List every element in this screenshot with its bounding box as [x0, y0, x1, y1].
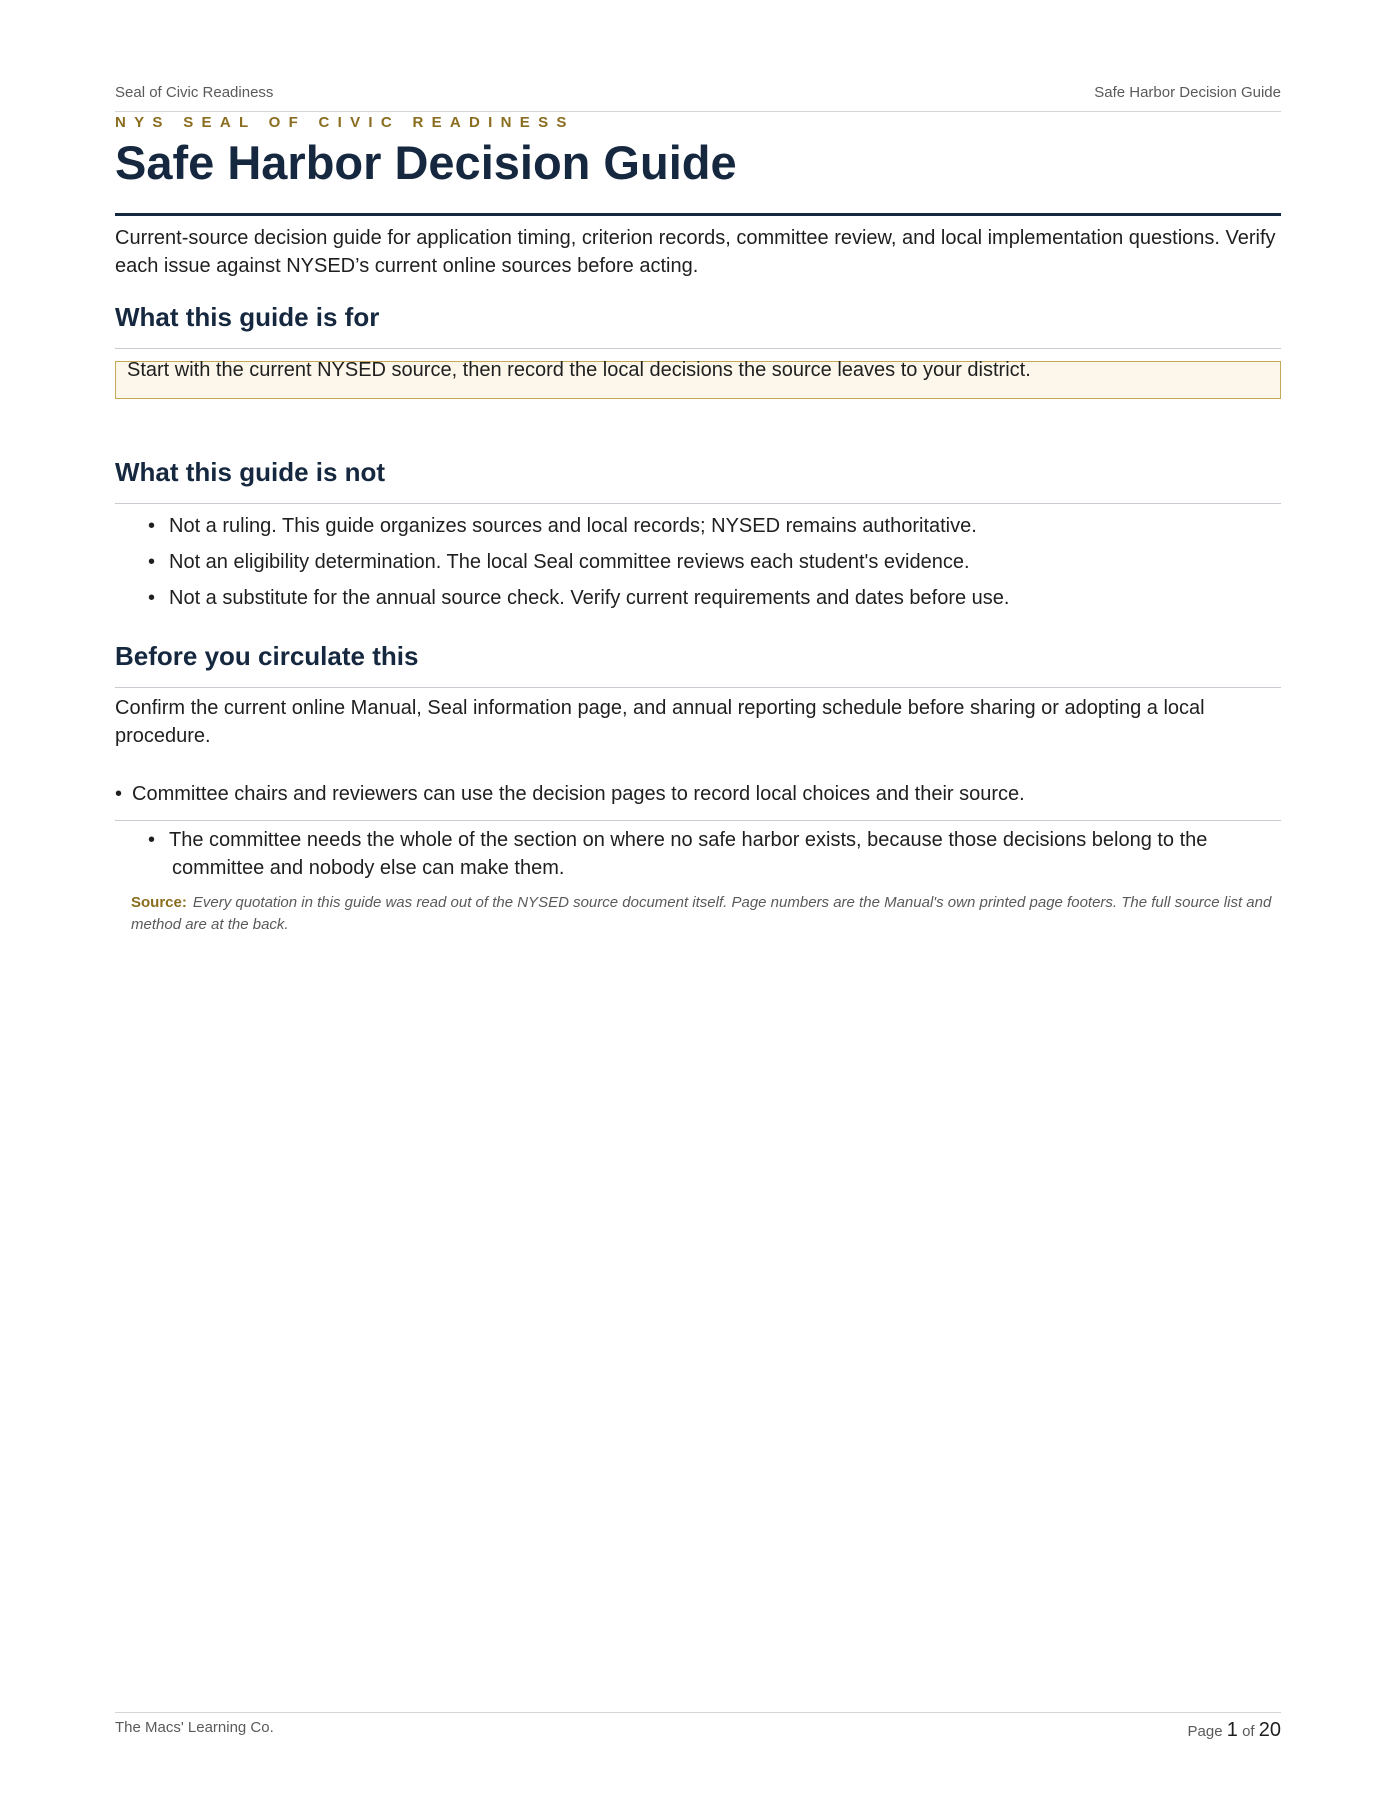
committee-item-line1: The committee needs the whole of the section on where no safe harbor exists, because those decisions belong to the: [169, 829, 1208, 851]
callout-box: [115, 361, 1281, 399]
section-divider-not: [115, 503, 1281, 504]
section-heading-for: What this guide is for: [115, 302, 380, 332]
title-divider: [115, 213, 1281, 216]
section-heading-not: What this guide is not: [115, 457, 386, 487]
source-text: Every quotation in this guide was read out of the NYSED source document itself. Page numbers are the Manual's own printed page footers. The full source list and method are at the back.: [131, 894, 1272, 933]
not-list: [115, 508, 1281, 616]
running-header-right: Safe Harbor Decision Guide: [1094, 84, 1281, 101]
bullet-icon: •: [148, 551, 156, 573]
page-number: Page 1 of 20: [1187, 1719, 1281, 1741]
section-divider-circulate: [115, 687, 1281, 688]
running-header: [115, 84, 1281, 112]
bullet-icon: •: [148, 515, 156, 537]
document-title: Safe Harbor Decision Guide: [115, 136, 737, 189]
document-page: [115, 0, 1281, 1800]
page-current: 1: [1226, 1719, 1238, 1741]
callout-text: Start with the current NYSED source, then record the local decisions the source leaves to your district.: [127, 359, 1031, 381]
committee-item-line2: committee and nobody else can make them.: [172, 857, 565, 879]
intro-paragraph: Current-source decision guide for application timing, criterion records, committee review, and local implementation questions. Verify each issue against NYSED’s current online sources before acting.: [115, 227, 1276, 277]
committee-list-item: [148, 826, 1281, 882]
bullet-icon: •: [148, 829, 156, 851]
list-item: • Not an eligibility determination. The local Seal committee reviews each student's evidence.: [115, 544, 1281, 580]
footer-publisher: The Macs' Learning Co.: [115, 1719, 274, 1736]
eyebrow-label: NYS SEAL OF CIVIC READINESS: [115, 114, 575, 131]
chairs-list-item: • Committee chairs and reviewers can use the decision pages to record local choices and their source.: [115, 780, 1281, 821]
section-heading-circulate: Before you circulate this: [115, 641, 419, 671]
list-item: • Not a substitute for the annual source check. Verify current requirements and dates before use.: [115, 580, 1281, 616]
page-footer: [115, 1712, 1281, 1742]
source-label: Source:: [131, 894, 187, 911]
page-total: 20: [1258, 1719, 1281, 1741]
bullet-icon: •: [148, 587, 156, 609]
source-note: [131, 892, 1281, 936]
running-header-left: Seal of Civic Readiness: [115, 84, 274, 101]
list-item: • Not a ruling. This guide organizes sources and local records; NYSED remains authoritative.: [115, 508, 1281, 544]
circulate-paragraph: Confirm the current online Manual, Seal information page, and annual reporting schedule before sharing or adopting a local procedure.: [115, 697, 1205, 747]
bullet-icon: •: [115, 783, 123, 805]
section-divider-for: [115, 348, 1281, 349]
